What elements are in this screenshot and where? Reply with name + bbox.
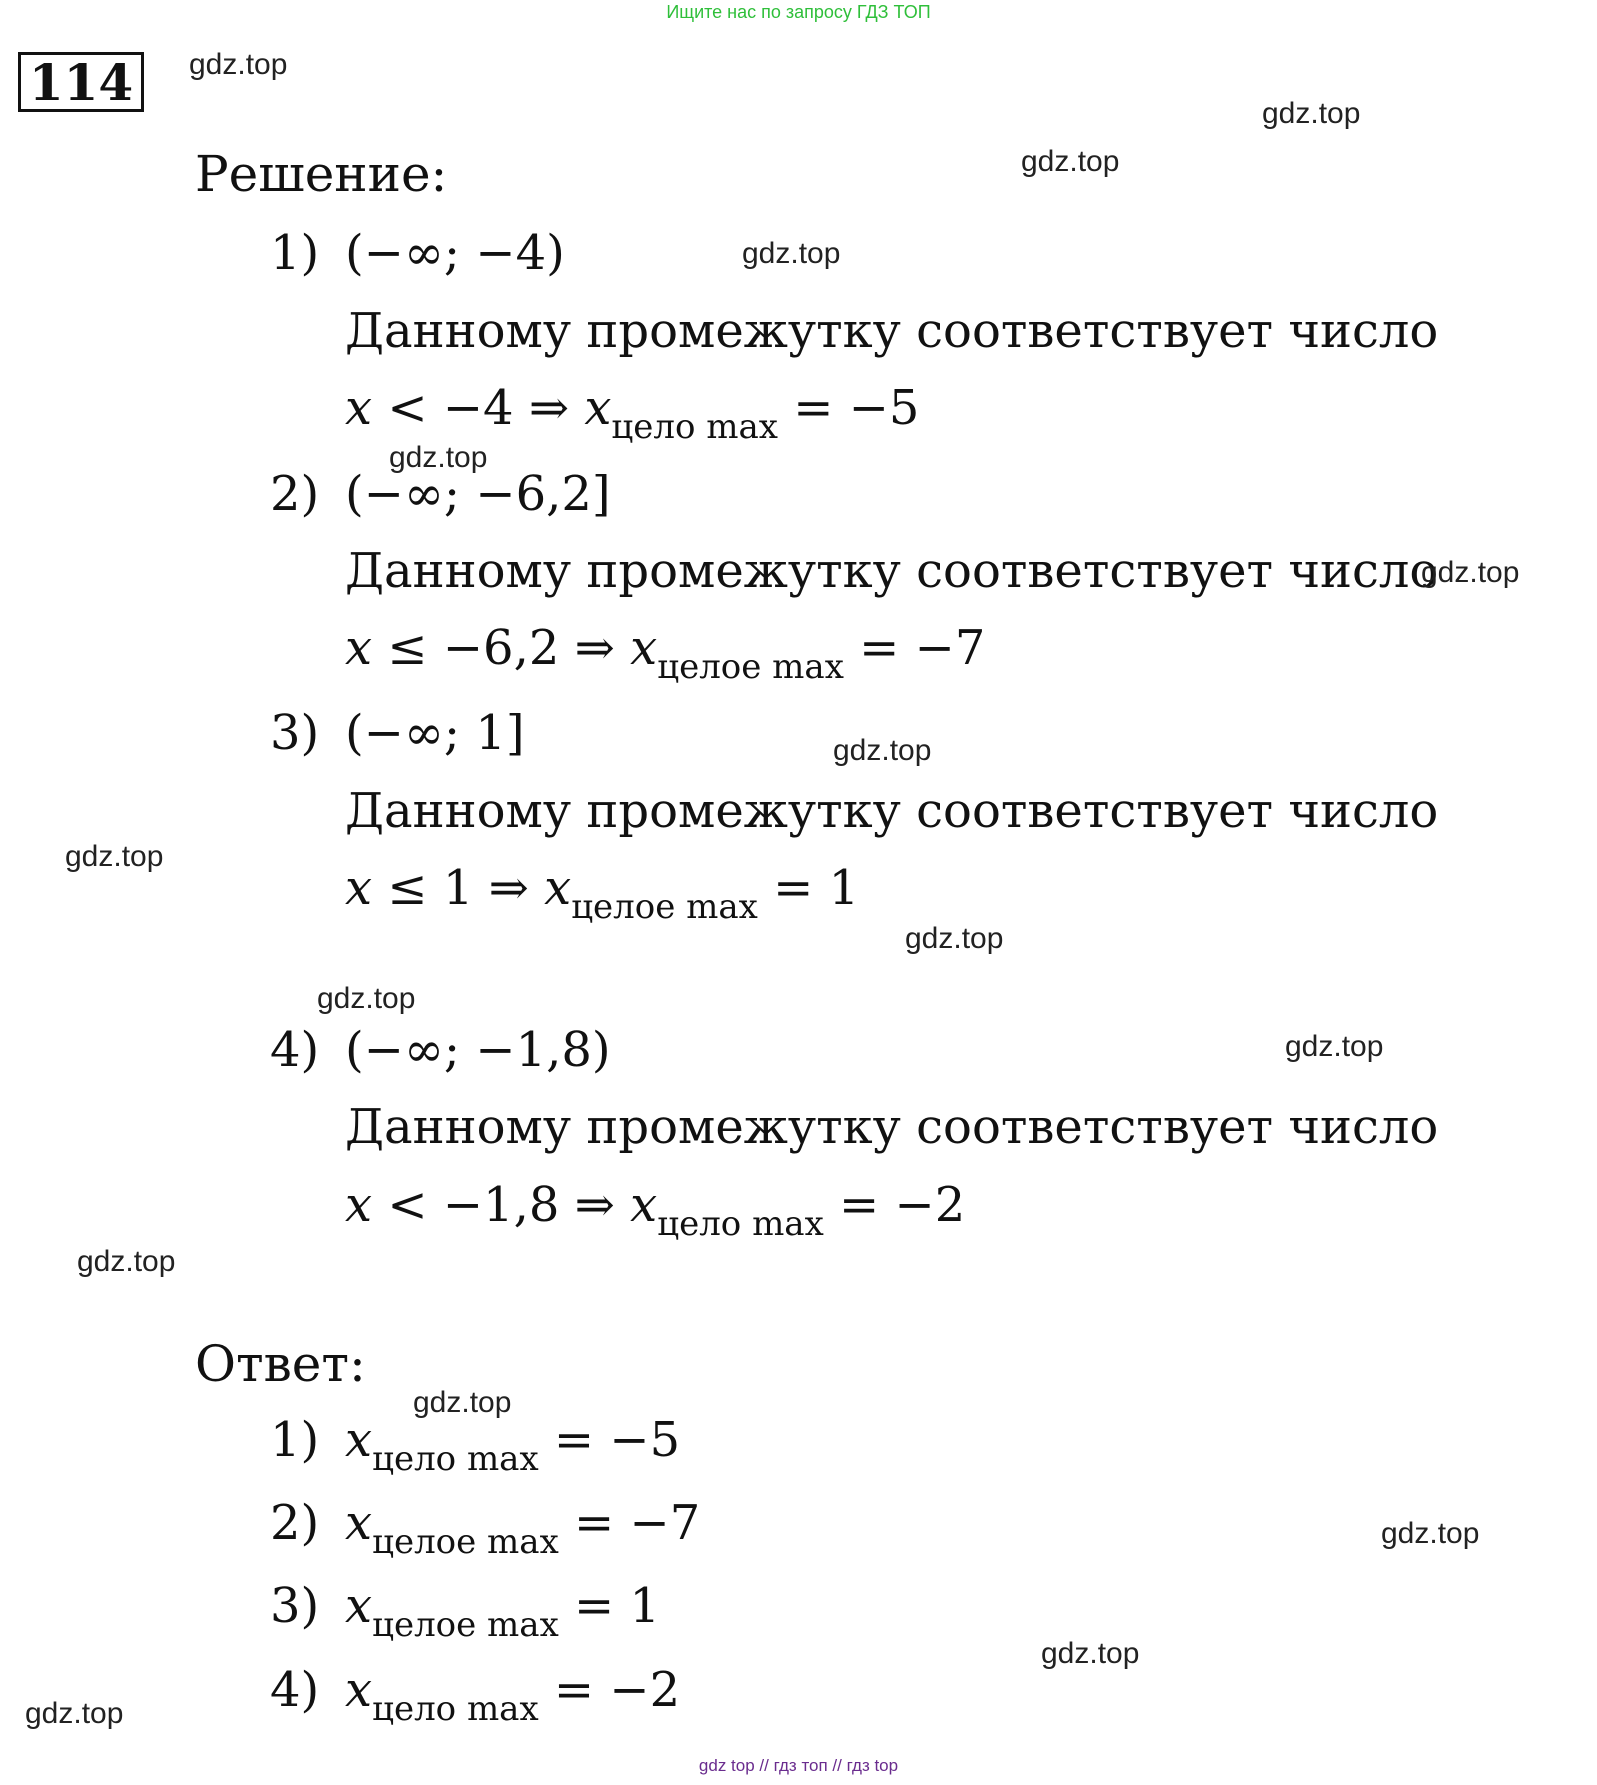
top-banner[interactable]: Ищите нас по запросу ГДЗ ТОП <box>666 2 931 22</box>
item-2-formula: x ≤ −6,2 ⇒ $x_{целое max} = -7$ <box>345 620 986 687</box>
watermark: gdz.top <box>1262 97 1361 130</box>
item-1-text: Данному промежутку соответствует число <box>345 303 1439 359</box>
solution-heading: Решение: <box>195 145 448 203</box>
watermark: gdz.top <box>317 982 416 1015</box>
watermark: gdz.top <box>833 734 932 767</box>
watermark: gdz.top <box>742 237 841 270</box>
answer-1-formula: $x_{цело max} = -5$ <box>345 1412 681 1479</box>
footer-links[interactable]: gdz top // гдз топ // гдз top <box>698 1756 899 1775</box>
item-4-formula: x < −1,8 ⇒ $x_{цело max} = -2$ <box>345 1177 966 1244</box>
watermark: gdz.top <box>1285 1030 1384 1063</box>
answer-4-formula: $x_{цело max} = -2$ <box>345 1662 681 1729</box>
item-2-text: Данному промежутку соответствует число <box>345 543 1439 599</box>
watermark: gdz.top <box>905 922 1004 955</box>
answer-3-number: 3) <box>270 1578 320 1634</box>
answer-1-number: 1) <box>270 1412 320 1468</box>
item-3-text: Данному промежутку соответствует число <box>345 783 1439 839</box>
watermark: gdz.top <box>189 48 288 81</box>
watermark: gdz.top <box>1381 1517 1480 1550</box>
item-3-formula: x ≤ 1 ⇒ $x_{целое max} = 1$ <box>345 860 860 927</box>
item-4-text: Данному промежутку соответствует число <box>345 1099 1439 1155</box>
item-1-formula: x < −4 ⇒ $x_{цело max} = -5$ <box>345 380 920 447</box>
item-4-number: 4) <box>270 1022 320 1078</box>
watermark: gdz.top <box>1021 145 1120 178</box>
item-1-number: 1) <box>270 225 320 281</box>
task-number: 114 <box>18 52 144 112</box>
watermark: gdz.top <box>77 1245 176 1278</box>
item-2-number: 2) <box>270 466 320 522</box>
answer-2-formula: $x_{целое max} = -7$ <box>345 1495 701 1562</box>
watermark: gdz.top <box>389 441 488 474</box>
watermark: gdz.top <box>1421 556 1520 589</box>
answer-heading: Ответ: <box>195 1335 366 1393</box>
answer-4-number: 4) <box>270 1662 320 1718</box>
watermark: gdz.top <box>413 1386 512 1419</box>
item-3-number: 3) <box>270 705 320 761</box>
item-4-interval: (−∞; −1,8) <box>345 1022 611 1078</box>
answer-2-number: 2) <box>270 1495 320 1551</box>
watermark: gdz.top <box>25 1697 124 1730</box>
item-1-interval: (−∞; −4) <box>345 225 565 281</box>
answer-3-formula: $x_{целое max} = 1$ <box>345 1578 661 1645</box>
watermark: gdz.top <box>1041 1637 1140 1670</box>
watermark: gdz.top <box>65 840 164 873</box>
item-2-interval: (−∞; −6,2] <box>345 466 611 522</box>
item-3-interval: (−∞; 1] <box>345 705 525 761</box>
